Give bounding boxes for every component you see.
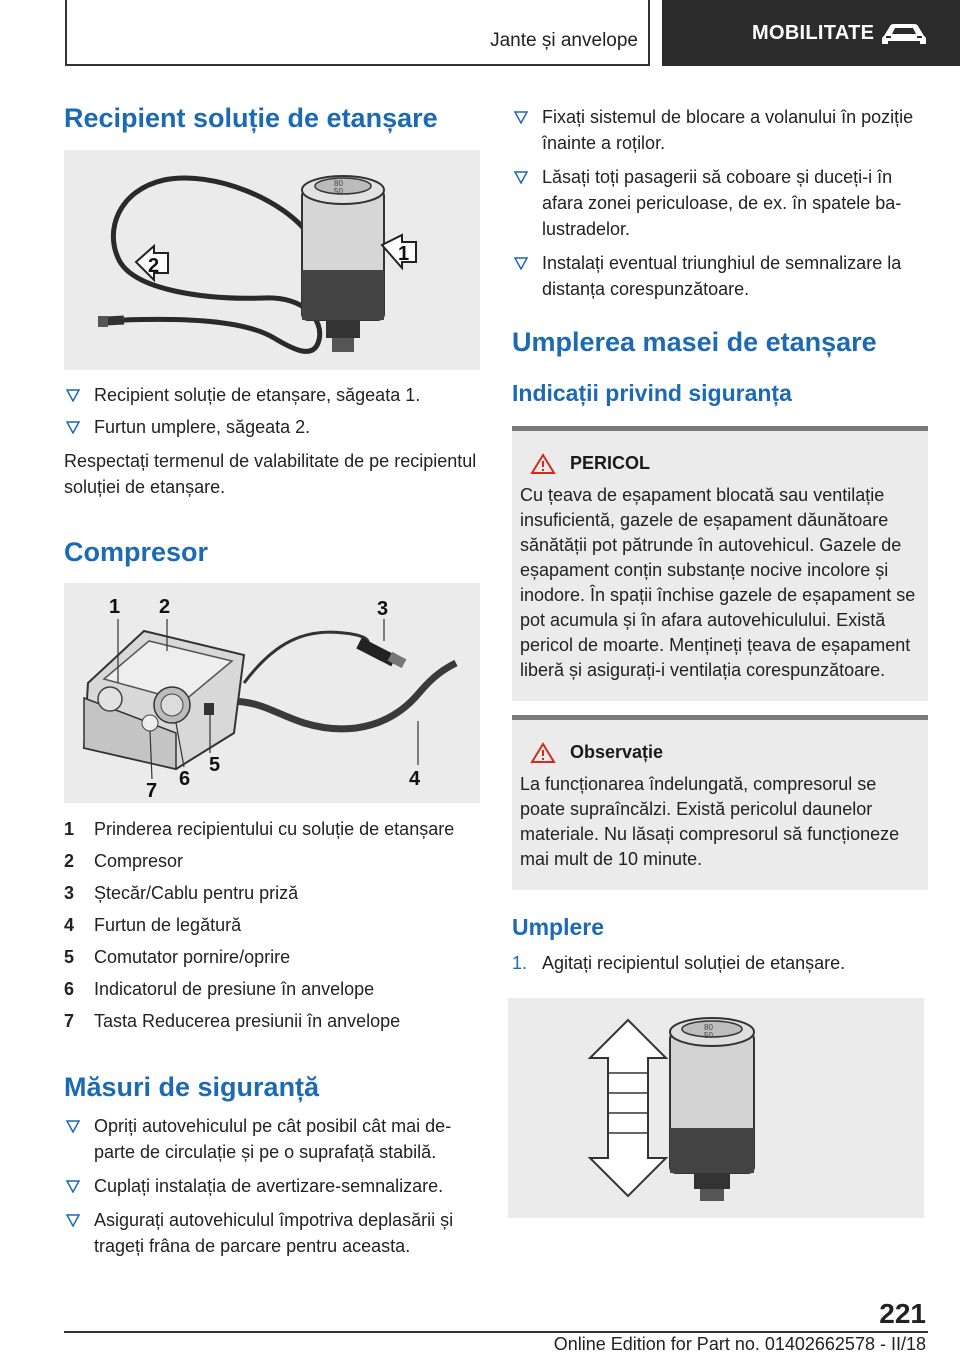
list-item xyxy=(64,973,480,1005)
item-text: Furtun de legătură xyxy=(94,914,242,935)
item-number: 1 xyxy=(64,818,75,839)
list-item xyxy=(512,104,928,156)
triangle-bullet-icon xyxy=(514,257,528,270)
figure-sealant-bottle xyxy=(64,150,480,370)
list-item xyxy=(64,845,480,877)
figure-label-4: 4 xyxy=(409,767,421,790)
list-item xyxy=(64,414,480,440)
footer-edition: Online Edition for Part no. 01402662578 - II/18 xyxy=(553,1334,926,1354)
note-box-title xyxy=(520,742,918,764)
triangle-bullet-icon xyxy=(514,111,528,124)
header-chapter-label: MOBILITATE xyxy=(752,21,875,44)
list-item-text: Fixați sistemul de blocare a volanului în poziție înainte a roților. xyxy=(542,107,914,153)
right-column xyxy=(512,104,928,1218)
list-item xyxy=(64,813,480,845)
figure-label-1: 1 xyxy=(398,243,410,266)
warning-triangle-icon xyxy=(530,742,556,764)
heading-sealant-container: Recipient soluție de etanșare xyxy=(64,103,438,133)
danger-box-title xyxy=(520,453,918,475)
list-item-text: Asigurați autovehiculul împotriva deplasării și trageți frâna de parcare pentru aceasta. xyxy=(94,1210,454,1257)
triangle-bullet-icon xyxy=(66,1120,80,1133)
item-number: 3 xyxy=(64,882,75,903)
left-column xyxy=(64,100,480,1259)
step-text: Agitați recipientul soluției de etanșare. xyxy=(542,952,846,973)
figure-compressor xyxy=(64,583,480,803)
heading-safety-measures: Măsuri de siguranță xyxy=(64,1071,320,1102)
car-icon xyxy=(880,22,928,48)
note-text: La funcționarea îndelungată, compresorul se poate supraîncălzi. Există pericolul daunelor materiale. Nu lăsați compresorul să funcționeze mai mult de 10 minute. xyxy=(520,773,900,869)
header-section-title: Jante și anvelope xyxy=(490,30,638,51)
list-item xyxy=(512,164,928,242)
compressor-parts-list xyxy=(64,813,480,1037)
safety-bullet-list-continued xyxy=(512,104,928,302)
heading-compressor: Compresor xyxy=(64,537,209,568)
triangle-bullet-icon xyxy=(514,171,528,184)
sealant-note: Respectați termenul de valabilitate de pe recipientul soluției de etanșare. xyxy=(64,451,477,498)
item-number: 5 xyxy=(64,946,75,967)
item-text: Ștecăr/Cablu pentru priză xyxy=(94,882,299,903)
list-item xyxy=(64,941,480,973)
list-item xyxy=(512,950,928,976)
list-item xyxy=(64,1173,480,1199)
heading-safety-notes: Indicații privind siguranța xyxy=(512,380,792,407)
list-item xyxy=(64,1207,480,1259)
list-item-text: Opriți autovehiculul pe cât posibil cât mai departe de circulație și pe o suprafață stabilă. xyxy=(94,1116,452,1163)
triangle-bullet-icon xyxy=(66,389,80,402)
danger-label: PERICOL xyxy=(570,453,651,474)
fill-steps-list xyxy=(512,950,928,976)
list-item xyxy=(64,877,480,909)
page-number: 221 xyxy=(879,1298,926,1329)
list-item xyxy=(64,382,480,408)
list-item-text: Lăsați toți pasagerii să coboare și duceți-i în afara zonei periculoase, de ex. în spatele balustradelor. xyxy=(542,167,902,239)
note-label: Observație xyxy=(570,742,664,763)
item-text: Compresor xyxy=(94,850,184,871)
figure-label-2: 2 xyxy=(159,595,171,618)
svg-text:80: 80 xyxy=(334,179,343,189)
sealant-bullet-list xyxy=(64,382,480,440)
svg-text:50: 50 xyxy=(334,187,343,197)
list-item xyxy=(64,1113,480,1165)
triangle-bullet-icon xyxy=(66,1214,80,1227)
danger-text: Cu țeava de eșapament blocată sau ventilație insuficientă, gazele de eșapament dăunătoare sănătății pot pătrunde în autovehicul. Gazele de eșapament conțin substanțe nocive incolore și inodore. În spații închise gazele de eșapament se pot acumula și în afara autovehiculului. Există pericol de moarte. Mențineți țeava de eșapament liberă și asigurați-i ventilația corespunzătoare. xyxy=(520,484,916,680)
item-number: 6 xyxy=(64,978,75,999)
figure-shake-bottle xyxy=(508,998,924,1218)
item-number: 7 xyxy=(64,1010,75,1031)
triangle-bullet-icon xyxy=(66,1180,80,1193)
list-item-text: Recipient soluție de etanșare, săgeata 1. xyxy=(94,385,421,406)
item-number: 4 xyxy=(64,914,75,935)
item-text: Prinderea recipientului cu soluție de etanșare xyxy=(94,818,455,839)
list-item-text: Instalați eventual triunghiul de semnalizare la distanța corespunzătoare. xyxy=(542,253,902,299)
figure-label-5: 5 xyxy=(209,753,221,776)
figure-label-6: 6 xyxy=(179,767,191,790)
header-divider-right xyxy=(648,0,650,66)
header-divider-bottom xyxy=(65,64,650,66)
heading-fill-sealant: Umplerea masei de etanșare xyxy=(512,327,877,357)
figure-label-2: 2 xyxy=(148,255,160,278)
list-item-text: Furtun umplere, săgeata 2. xyxy=(94,417,311,438)
item-number: 2 xyxy=(64,850,75,871)
figure-label-1: 1 xyxy=(109,595,121,618)
list-item xyxy=(64,909,480,941)
list-item xyxy=(512,250,928,302)
svg-text:80: 80 xyxy=(704,1022,713,1032)
item-text: Tasta Reducerea presiunii în anvelope xyxy=(94,1010,401,1031)
step-number: 1. xyxy=(512,952,528,973)
list-item xyxy=(64,1005,480,1037)
note-box xyxy=(512,715,928,890)
item-text: Comutator pornire/oprire xyxy=(94,946,291,967)
warning-triangle-icon xyxy=(530,453,556,475)
figure-label-3: 3 xyxy=(377,597,389,620)
list-item-text: Cuplați instalația de avertizare-semnalizare. xyxy=(94,1176,444,1197)
figure-label-7: 7 xyxy=(146,779,158,802)
item-text: Indicatorul de presiune în anvelope xyxy=(94,978,375,999)
heading-fill: Umplere xyxy=(512,913,605,940)
header-chapter-tab[interactable] xyxy=(662,0,960,66)
danger-box xyxy=(512,426,928,701)
svg-text:50: 50 xyxy=(704,1030,713,1040)
safety-bullet-list xyxy=(64,1113,480,1259)
header-divider-left xyxy=(65,0,67,66)
triangle-bullet-icon xyxy=(66,421,80,434)
footer-divider xyxy=(64,1331,928,1333)
